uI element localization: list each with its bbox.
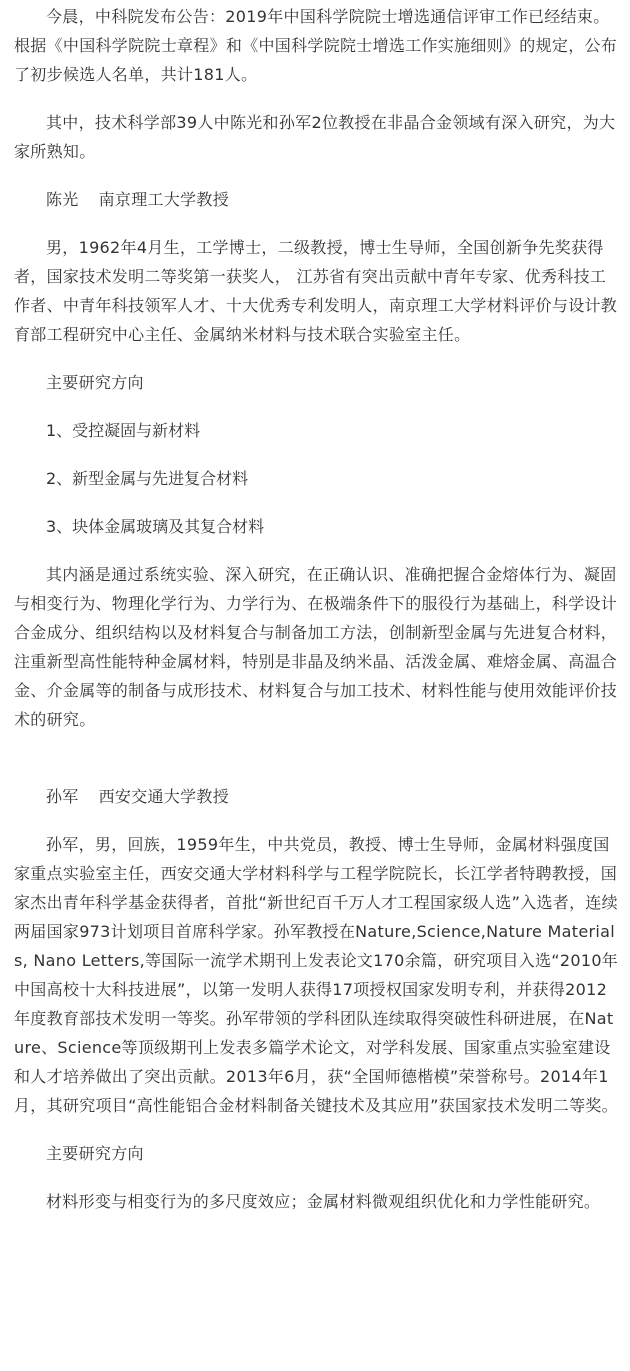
intro-paragraph-1: 今晨，中科院发布公告：2019年中国科学院院士增选通信评审工作已经结束。根据《中国科学院院士章程》和《中国科学院院士增选工作实施细则》的规定，公布了初步候选人名单，共计181人。 <box>14 7 618 84</box>
person-name: 陈光 <box>46 190 79 209</box>
person-bio-sun: 孙军，男，回族，1959年生，中共党员，教授、博士生导师，金属材料强度国家重点实验室主任，西安交通大学材料科学与工程学院院长，长江学者特聘教授，国家杰出青年科学基金获得者，首批“新世纪百千万人才工程国家级人选”入选者，连续两届国家973计划项目首席科学家。孙军教授在Nature,Science,Nature Materials, Nano Letters,等国际一流学术期刊上发表论文170余篇，研究项目入选“2010年中国高校十大科技进展”，以第一发明人获得17项授权国家发明专利，并获得2012年度教育部技术发明一等奖。孙军带领的学科团队连续取得突破性科研进展，在Nature、Science等顶级期刊上发表多篇学术论文，对学科发展、国家重点实验室建设和人才培养做出了突出贡献。2013年6月，获“全国师德楷模”荣誉称号。2014年1月，其研究项目“高性能铝合金材料制备关键技术及其应用”获国家技术发明二等奖。 <box>14 835 619 1115</box>
spacer <box>14 397 621 416</box>
research-item: 3、块体金属玻璃及其复合材料 <box>46 517 265 536</box>
spacer <box>14 214 621 233</box>
person-affiliation: 西安交通大学教授 <box>98 787 230 806</box>
spacer <box>14 166 621 185</box>
person-heading-sun <box>14 782 621 811</box>
spacer <box>14 493 621 512</box>
spacer <box>14 349 621 368</box>
spacer <box>14 541 621 560</box>
spacer <box>14 89 621 108</box>
person-name: 孙军 <box>46 787 79 806</box>
spacer <box>14 811 621 830</box>
spacer <box>14 445 621 464</box>
research-heading-chen: 主要研究方向 <box>46 373 144 392</box>
research-description-sun: 材料形变与相变行为的多尺度效应；金属材料微观组织优化和力学性能研究。 <box>46 1192 601 1211</box>
research-item: 2、新型金属与先进复合材料 <box>46 469 249 488</box>
spacer <box>14 1168 621 1187</box>
research-item: 1、受控凝固与新材料 <box>46 421 201 440</box>
research-description-chen: 其内涵是通过系统实验、深入研究，在正确认识、准确把握合金熔体行为、凝固与相变行为、物理化学行为、力学行为、在极端条件下的服役行为基础上，科学设计合金成分、组织结构以及材料复合与制备加工方法，创制新型金属与先进复合材料，注重新型高性能特种金属材料，特别是非晶及纳米晶、活泼金属、难熔金属、高温合金、介金属等的制备与成形技术、材料复合与加工技术、材料性能与使用效能评价技术的研究。 <box>14 565 618 729</box>
intro-paragraph-2: 其中，技术科学部39人中陈光和孙军2位教授在非晶合金领域有深入研究，为大家所熟知。 <box>14 113 616 161</box>
person-heading-chen <box>14 185 621 214</box>
spacer <box>14 734 621 782</box>
spacer <box>14 1120 621 1139</box>
person-affiliation: 南京理工大学教授 <box>98 190 230 209</box>
research-heading-sun: 主要研究方向 <box>46 1144 144 1163</box>
person-bio-chen: 男，1962年4月生，工学博士，二级教授，博士生导师，全国创新争先奖获得者，国家技术发明二等奖第一获奖人， 江苏省有突出贡献中青年专家、优秀科技工作者、中青年科技领军人才、十大优秀专利发明人，南京理工大学材料评价与设计教育部工程研究中心主任、金属纳米材料与技术联合实验室主任。 <box>14 238 618 344</box>
